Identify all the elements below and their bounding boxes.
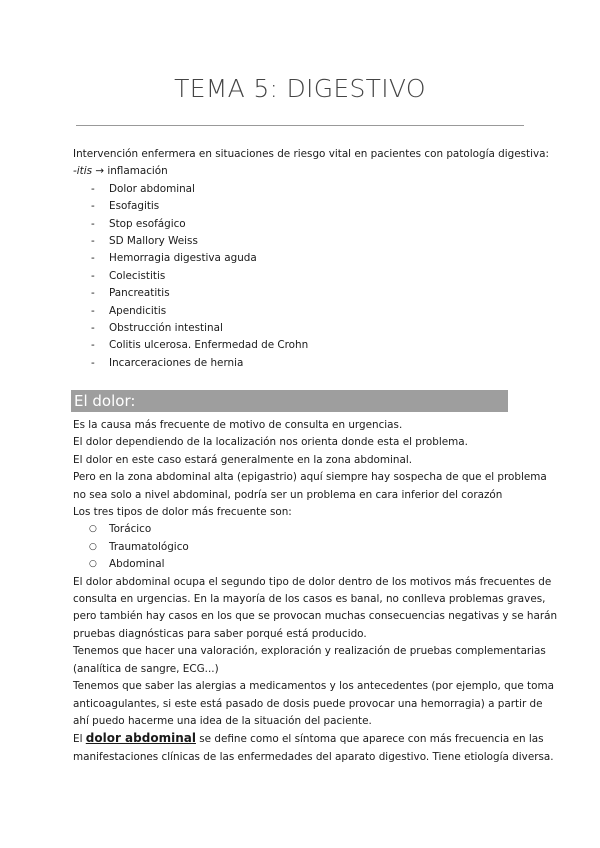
paragraph-line: Tenemos que hacer una valoración, exploración y realización de pruebas complementarias xyxy=(73,645,546,658)
paragraph-line: anticoagulantes, si este está pasado de dosis puede provocar una hemorragia) a partir de xyxy=(73,697,543,710)
list-item-text: Pancreatitis xyxy=(109,287,170,300)
list-item-text: Esofagitis xyxy=(109,200,160,213)
page-title: TEMA 5: DIGESTIVO xyxy=(174,74,426,103)
pain-types-list xyxy=(73,521,533,573)
definition-line xyxy=(73,730,544,748)
dash-marker: - xyxy=(91,356,95,369)
list-item-text: Stop esofágico xyxy=(109,217,186,230)
list-item xyxy=(73,337,533,354)
dash-marker: - xyxy=(91,235,95,248)
title-divider xyxy=(76,125,524,126)
paragraph-line: El dolor en este caso estará generalmente en la zona abdominal. xyxy=(73,453,413,466)
itis-meaning: → inflamación xyxy=(92,165,168,178)
paragraph-line: (analítica de sangre, ECG...) xyxy=(73,662,219,675)
paragraph-line: manifestaciones clínicas de las enfermedades del aparato digestivo. Tiene etiología diversa. xyxy=(73,750,554,763)
list-item-text: Dolor abdominal xyxy=(109,182,195,195)
list-item xyxy=(73,320,533,337)
list-item xyxy=(73,355,533,372)
list-item-text: Traumatológico xyxy=(109,540,189,553)
list-item-text: Incarceraciones de hernia xyxy=(109,356,244,369)
list-item xyxy=(73,521,533,538)
list-item-text: Obstrucción intestinal xyxy=(109,322,223,335)
dash-marker: - xyxy=(91,252,95,265)
list-item-text: Colitis ulcerosa. Enfermedad de Crohn xyxy=(109,339,309,352)
list-item xyxy=(73,268,533,285)
list-item xyxy=(73,216,533,233)
list-item xyxy=(73,556,533,573)
dash-marker: - xyxy=(91,269,95,282)
paragraph-line: Los tres tipos de dolor más frecuente son: xyxy=(73,506,292,519)
list-item-text: SD Mallory Weiss xyxy=(109,235,198,248)
intro-block xyxy=(73,146,549,372)
dolor-section-body xyxy=(73,417,558,766)
emphasized-term: dolor abdominal xyxy=(85,731,196,746)
paragraph-line: pero también hay casos en los que se provocan muchas consecuencias negativas y se harán xyxy=(73,610,558,623)
list-item xyxy=(73,181,533,198)
paragraph-line: El dolor dependiendo de la localización nos orienta donde esta el problema. xyxy=(73,436,468,449)
list-item-text: Hemorragia digestiva aguda xyxy=(109,252,257,265)
list-item-text: Torácico xyxy=(109,523,152,536)
list-item xyxy=(73,539,533,556)
intro-text: Intervención enfermera en situaciones de riesgo vital en pacientes con patología digestiva: xyxy=(73,148,549,160)
section-heading-dolor: El dolor: xyxy=(71,390,508,412)
paragraph-line: Pero en la zona abdominal alta (epigastrio) aquí siempre hay sospecha de que el problema xyxy=(73,471,547,484)
paragraph-line: no sea solo a nivel abdominal, podría ser un problema en cara inferior del corazón xyxy=(73,488,503,501)
dash-marker: - xyxy=(91,287,95,300)
list-item xyxy=(73,285,533,302)
dash-marker: - xyxy=(91,217,95,230)
itis-line xyxy=(73,163,533,180)
list-item-text: Apendicitis xyxy=(109,304,167,317)
itis-suffix: -itis xyxy=(73,165,93,178)
list-item xyxy=(73,233,533,250)
circle-bullet-icon: ○ xyxy=(89,524,97,535)
list-item xyxy=(73,250,533,267)
paragraph-line: El dolor abdominal ocupa el segundo tipo de dolor dentro de los motivos más frecuentes de xyxy=(73,575,552,588)
dash-marker: - xyxy=(91,339,95,352)
dash-marker: - xyxy=(91,182,95,195)
definition-rest: se define como el síntoma que aparece con más frecuencia en las xyxy=(195,733,544,746)
dash-marker: - xyxy=(91,304,95,317)
circle-bullet-icon: ○ xyxy=(89,559,97,570)
dash-marker: - xyxy=(91,200,95,213)
definition-prefix: El xyxy=(73,733,86,746)
paragraph-line: Tenemos que saber las alergias a medicamentos y los antecedentes (por ejemplo, que toma xyxy=(73,680,554,693)
dash-marker: - xyxy=(91,322,95,335)
list-item xyxy=(73,303,533,320)
list-item xyxy=(73,198,533,215)
list-item-text: Abdominal xyxy=(109,558,165,571)
paragraph-line: Es la causa más frecuente de motivo de consulta en urgencias. xyxy=(73,419,403,431)
paragraph-line: pruebas diagnósticas para saber porqué está producido. xyxy=(73,627,367,640)
circle-bullet-icon: ○ xyxy=(89,541,97,552)
pathology-list xyxy=(73,181,533,372)
list-item-text: Colecistitis xyxy=(109,269,166,282)
paragraph-line: ahí puedo hacerme una idea de la situación del paciente. xyxy=(73,714,372,727)
paragraph-line: consulta en urgencias. En la mayoría de los casos es banal, no conlleva problemas graves, xyxy=(73,593,546,606)
